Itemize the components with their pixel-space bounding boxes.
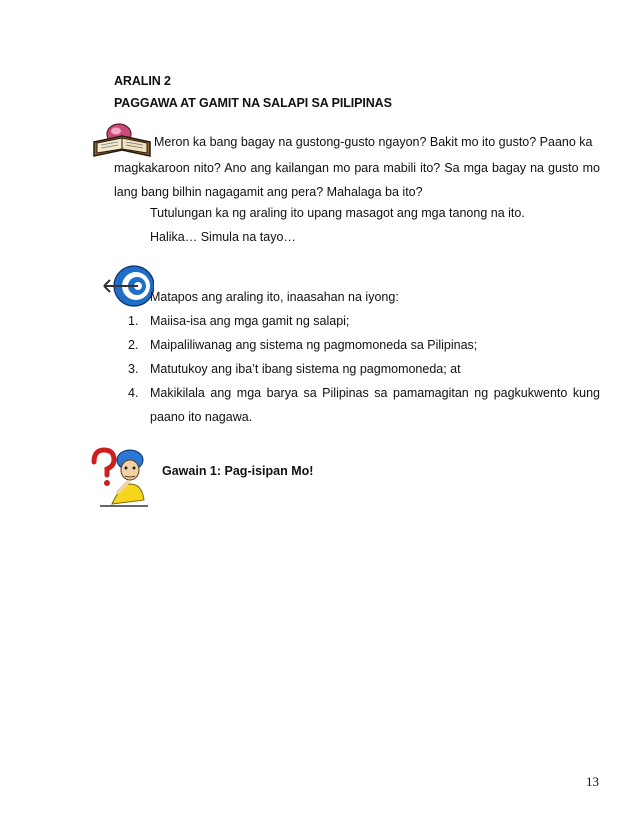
objective-number: 1. xyxy=(128,314,139,328)
open-book-icon xyxy=(92,120,152,160)
page-number: 13 xyxy=(586,774,599,789)
intro-paragraph-first-line: Meron ka bang bagay na gustong-gusto ngayon? Bakit mo ito gusto? Paano ka xyxy=(154,135,593,149)
intro-start-line: Halika… Simula na tayo… xyxy=(150,230,296,244)
lesson-label: ARALIN 2 xyxy=(114,74,171,88)
objective-text-line2: paano ito nagawa. xyxy=(150,410,253,424)
objective-number: 3. xyxy=(128,362,139,376)
intro-help-line: Tutulungan ka ng araling ito upang masagot ang mga tanong na ito. xyxy=(150,206,525,220)
objective-text: Maipaliliwanag ang sistema ng pagmomoneda sa Pilipinas; xyxy=(150,338,478,352)
objective-text: Maiisa-isa ang mga gamit ng salapi; xyxy=(150,314,350,328)
activity-title: Gawain 1: Pag-isipan Mo! xyxy=(162,464,314,478)
objective-number: 4. xyxy=(128,386,139,400)
thinking-person-question-icon xyxy=(88,446,158,512)
intro-paragraph-rest: magkakaroon nito? Ano ang kailangan mo para mabili ito? Sa mga bagay na gusto mo lang bang bilhin nagagamit ang pera? Mahalaga ba ito? xyxy=(114,161,600,199)
objectives-heading: Matapos ang araling ito, inaasahan na iyong: xyxy=(150,290,399,304)
objective-number: 2. xyxy=(128,338,139,352)
objective-text-line1: Makikilala ang mga barya sa Pilipinas sa pamamagitan ng pagkukwento kung xyxy=(150,386,600,400)
objective-text: Matutukoy ang iba’t ibang sistema ng pagmomoneda; at xyxy=(150,362,461,376)
lesson-title: PAGGAWA AT GAMIT NA SALAPI SA PILIPINAS xyxy=(114,96,392,110)
target-arrow-icon xyxy=(100,264,154,310)
